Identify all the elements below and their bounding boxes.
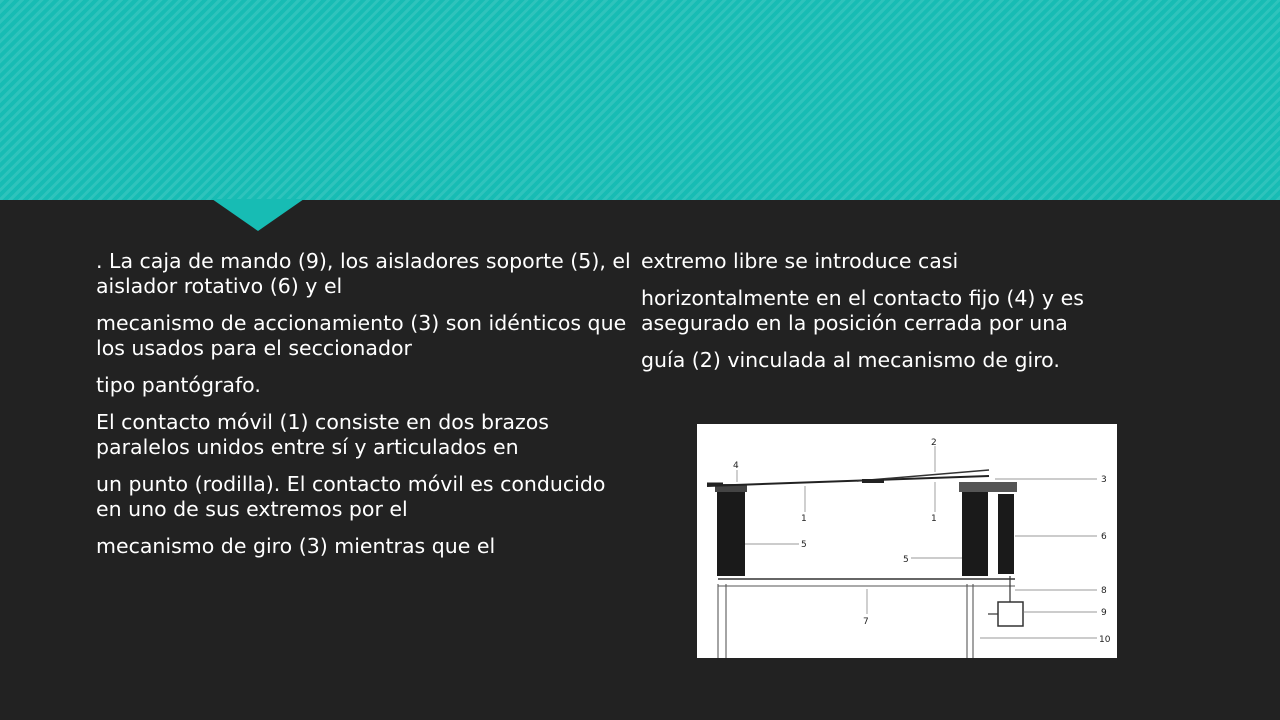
left-paragraph-4: El contacto móvil (1) consiste en dos brazos paralelos unidos entre sí y articulados en: [96, 410, 549, 459]
left-paragraph-2: mecanismo de accionamiento (3) son idénticos que los usados para el seccionador: [96, 311, 627, 360]
right-paragraph-2: horizontalmente en el contacto fijo (4) y es asegurado en la posición cerrada por una: [641, 286, 1084, 335]
label-10: 10: [1099, 635, 1111, 645]
diagram-svg: [697, 424, 1117, 658]
right-insulator: [962, 492, 988, 576]
label-5a: 5: [801, 540, 807, 550]
left-paragraph-1: . La caja de mando (9), los aisladores soporte (5), el aislador rotativo (6) y el: [96, 249, 631, 298]
left-insulator: [717, 492, 745, 576]
label-8: 8: [1101, 586, 1107, 596]
label-2: 2: [931, 438, 937, 448]
label-5b: 5: [903, 555, 909, 565]
label-4: 4: [733, 461, 739, 471]
label-1a: 1: [801, 514, 807, 524]
moving-contact-arm: [707, 476, 989, 486]
right-paragraph-1: extremo libre se introduce casi: [641, 249, 959, 273]
right-insulator-cap: [959, 482, 1017, 492]
left-paragraph-6: mecanismo de giro (3) mientras que el: [96, 534, 496, 558]
knee-joint: [862, 479, 884, 483]
control-box: [998, 602, 1023, 626]
left-paragraph-5: un punto (rodilla). El contacto móvil es conducido en uno de sus extremos por el: [96, 472, 606, 521]
rotating-insulator: [998, 494, 1014, 574]
label-6: 6: [1101, 532, 1107, 542]
right-paragraph-3: guía (2) vinculada al mecanismo de giro.: [641, 348, 1060, 372]
right-text-column: [641, 249, 1161, 385]
header-band: [0, 0, 1280, 200]
label-3: 3: [1101, 475, 1107, 485]
left-text-column: [96, 249, 636, 571]
label-9: 9: [1101, 608, 1107, 618]
disconnector-diagram: [697, 424, 1117, 658]
header-notch: [212, 199, 304, 231]
left-paragraph-3: tipo pantógrafo.: [96, 373, 261, 397]
label-7: 7: [863, 617, 869, 627]
label-1b: 1: [931, 514, 937, 524]
